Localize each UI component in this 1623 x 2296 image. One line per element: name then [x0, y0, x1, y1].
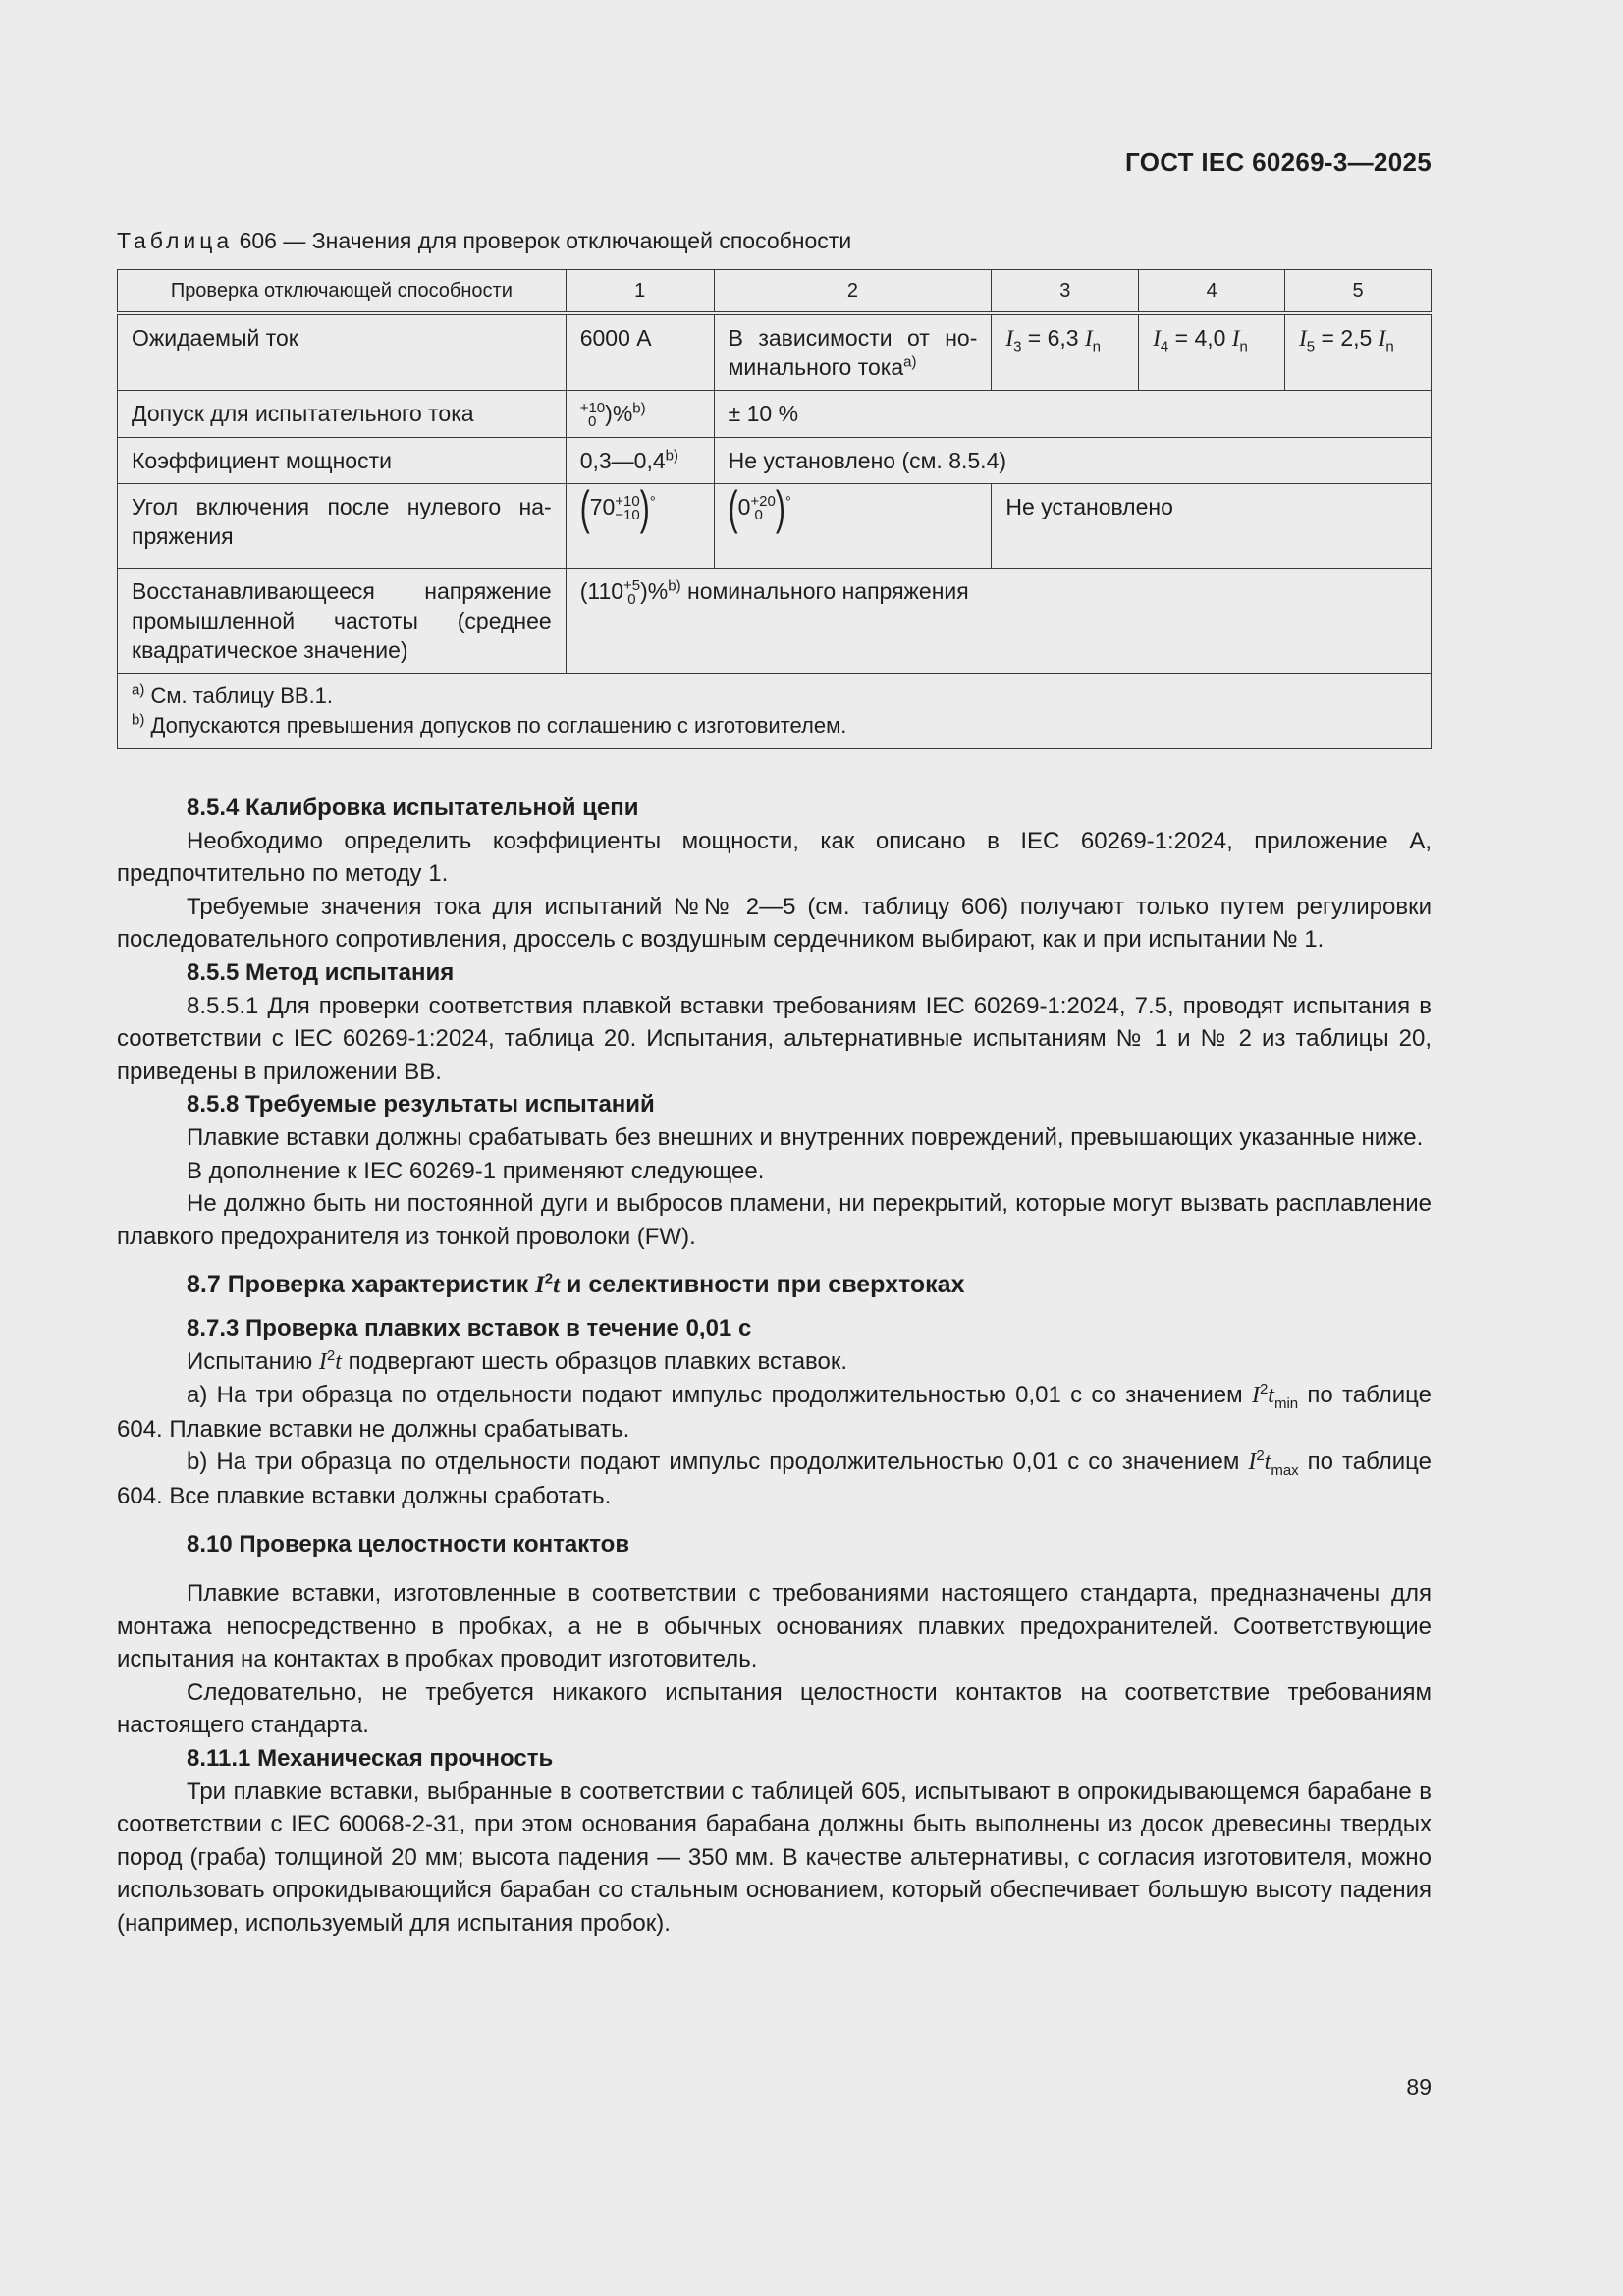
section-heading: 8.7 Проверка характеристик $I^2t$ и селективности при сверхтоках: [187, 1270, 965, 1299]
table-caption: [117, 228, 851, 254]
row-label: Ожидаемый ток: [118, 313, 567, 391]
header-cell: 1: [566, 270, 714, 314]
paragraph: b) На три образца по отдельности подают импульс продолжительностью 0,01 с со значением $I^2t_{max}$ по таблице 604. Все плавкие вставки должны сработать.: [117, 1448, 1432, 1509]
body-text: [117, 792, 1432, 1941]
footnote-ref: b): [665, 447, 678, 465]
table-cell: [714, 313, 992, 391]
footnote: $^{b)}$ Допускаются превышения допусков по соглашению с изготовителем.: [132, 711, 847, 738]
table-cell: 6000 А: [566, 313, 714, 391]
table-row: [118, 313, 1432, 391]
table-cell: [566, 437, 714, 483]
table-cell: $I_5 = 2,5$ $I_n$: [1285, 313, 1432, 391]
table-cell: Не установлено: [992, 483, 1432, 568]
table-cell: ± 10 %: [714, 391, 1431, 438]
document-header: ГОСТ IEC 60269-3—2025: [1125, 147, 1432, 177]
paragraph: 8.5.5.1 Для проверки соответствия плавкой вставки требованиям IEC 60269-1:2024, 7.5, проводят испытания в соответствии с IEC 60269-1:2024, таблица 20. Испытания, альтернативные испытаниям № 1 и № 2 из таблицы 20, приведены в приложении ВВ.: [117, 992, 1432, 1085]
row-label: Угол включения после нулевого напряжения: [118, 483, 567, 568]
table-cell: $I_4 = 4,0$ $I_n$: [1139, 313, 1285, 391]
section-heading: 8.5.4 Калибровка испытательной цепи: [187, 794, 639, 821]
table-row: [118, 437, 1432, 483]
header-cell: Проверка отключающей способности: [118, 270, 567, 314]
table-cell: $I_3 = 6,3$ $I_n$: [992, 313, 1139, 391]
paragraph: Плавкие вставки должны срабатывать без внешних и внутренних повреждений, превышающих указанные ниже.: [187, 1123, 1424, 1151]
paragraph: Следовательно, не требуется никакого испытания целостности контактов на соответствие требованиям настоящего стандарта.: [117, 1678, 1432, 1739]
table-cell: (0+20 0 )°: [714, 483, 992, 568]
paragraph: Необходимо определить коэффициенты мощности, как описано в IEC 60269-1:2024, приложение А, предпочтительно по методу 1.: [117, 827, 1432, 888]
table-cell: (110+5 0 )%$^{b)}$ номинального напряжения: [566, 568, 1431, 673]
page-number: 89: [1406, 2074, 1432, 2100]
table-cell: Не установлено (см. 8.5.4): [714, 437, 1431, 483]
table-footnotes: [118, 673, 1432, 748]
header-cell: 5: [1285, 270, 1432, 314]
table-row: [118, 568, 1432, 673]
footnote-ref: а): [903, 354, 917, 371]
caption-text: 606 — Значения для проверок отключающей способности: [233, 228, 852, 253]
section-heading: 8.5.8 Требуемые результаты испытаний: [187, 1091, 655, 1119]
paragraph: В дополнение к IEC 60269-1 применяют следующее.: [187, 1157, 765, 1184]
caption-word: Таблица: [117, 228, 234, 253]
paragraph: Плавкие вставки, изготовленные в соответствии с требованиями настоящего стандарта, предназначены для монтажа непосредственно в пробках, а не в обычных основаниях плавких предохранителей. Соответствующие испытания на контактах в пробках проводит изготовитель.: [117, 1580, 1432, 1673]
table-row: [118, 391, 1432, 438]
paragraph: Требуемые значения тока для испытаний №№ 2—5 (см. таблицу 606) получают только путем регулировки последовательного сопротивления, дроссель с воздушным сердечником выбирают, как и при испытании № 1.: [117, 893, 1432, 954]
section-heading: 8.11.1 Механическая прочность: [187, 1745, 554, 1773]
table-row: [118, 483, 1432, 568]
section-heading: 8.10 Проверка целостности контактов: [187, 1531, 630, 1558]
paragraph: Три плавкие вставки, выбранные в соответствии с таблицей 605, испытывают в опрокидывающемся барабане в соответствии с IEC 60068-2-31, при этом основания барабана должны быть выполнены из досок древесины твердых пород (граба) толщиной 20 мм; высота падения — 350 мм. В качестве альтернативы, с согласия изготовителя, можно использовать опрокидывающийся барабан со стальным основанием, который обеспечивает большую высоту падения (например, используемый для испытания пробок).: [117, 1777, 1432, 1937]
section-heading: 8.7.3 Проверка плавких вставок в течение 0,01 с: [187, 1314, 752, 1341]
table-cell: (70+10 −10)°: [566, 483, 714, 568]
cell-text: В зависимости от номинального тока: [728, 325, 978, 380]
table-cell: +10 0 )%$^{b)}$: [566, 391, 714, 438]
row-label: Восстанавливающееся напряжение промышленной частоты (среднее квадратическое значение): [118, 568, 567, 673]
breaking-capacity-table: [117, 269, 1432, 749]
paragraph: Не должно быть ни постоянной дуги и выбросов пламени, ни перекрытий, которые могут вызвать расплавление плавкого предохранителя из тонкой проволоки (FW).: [117, 1190, 1432, 1250]
header-cell: 4: [1139, 270, 1285, 314]
paragraph: Испытанию $I^2t$ подвергают шесть образцов плавких вставок.: [187, 1346, 848, 1375]
header-cell: 3: [992, 270, 1139, 314]
header-cell: 2: [714, 270, 992, 314]
footnote: $^{a)}$ См. таблицу ВВ.1.: [132, 682, 334, 708]
cell-text: 0,3—0,4: [579, 447, 666, 473]
section-heading: 8.5.5 Метод испытания: [187, 958, 455, 986]
table-header-row: [118, 270, 1432, 314]
paragraph: а) На три образца по отдельности подают импульс продолжительностью 0,01 с со значением $I^2t_{min}$ по таблице 604. Плавкие вставки не должны срабатывать.: [117, 1381, 1432, 1443]
row-label: Допуск для испытательного тока: [118, 391, 567, 438]
row-label: Коэффициент мощности: [118, 437, 567, 483]
